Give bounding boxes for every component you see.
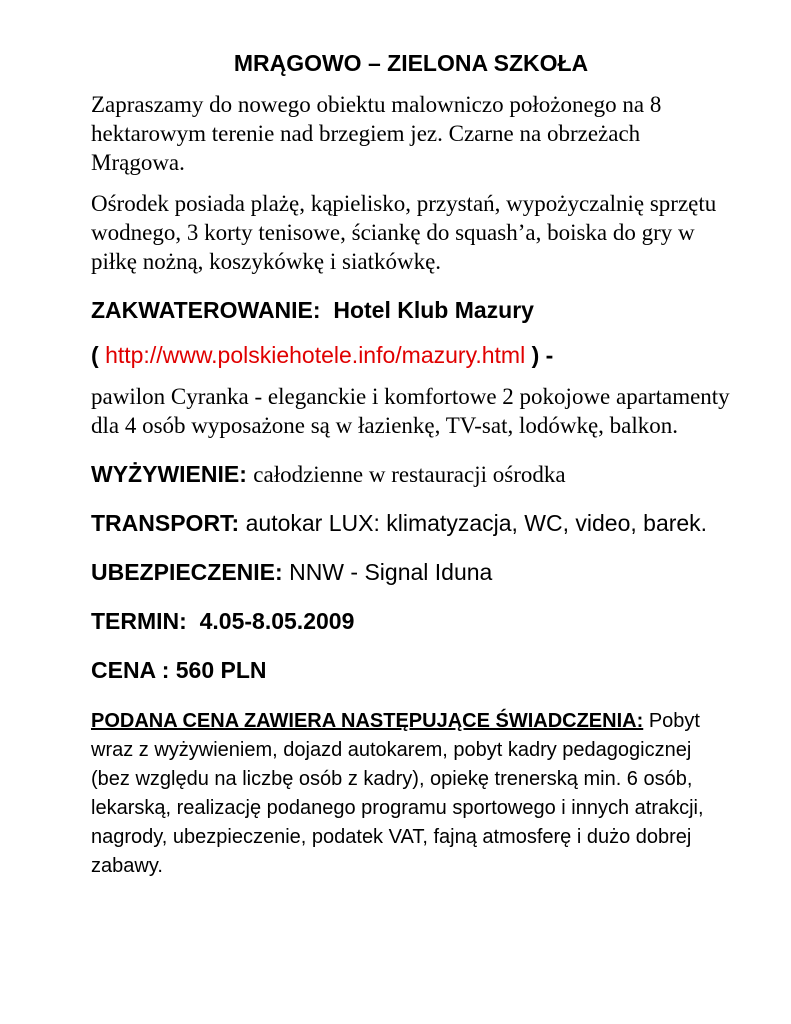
transport-value: autokar LUX: klimatyzacja, WC, video, barek. (245, 510, 708, 536)
insurance-heading (91, 558, 731, 587)
accommodation-hotel: Hotel Klub Mazury (333, 297, 534, 323)
close-paren: ) - (531, 342, 554, 368)
page-title: MRĄGOWO – ZIELONA SZKOŁA (233, 50, 589, 76)
accommodation-link-line (91, 341, 731, 370)
facilities-paragraph: Ośrodek posiada plażę, kąpielisko, przystań, wypożyczalnię sprzętu wodnego, 3 korty tenisowe, ściankę do squash’a, boiska do gry w piłkę nożną, koszykówkę i siatkówkę. (91, 191, 717, 274)
transport-heading (91, 509, 731, 538)
intro-paragraph: Zapraszamy do nowego obiektu malowniczo położonego na 8 hektarowym terenie nad brzegiem jez. Czarne na obrzeżach Mrągowa. (91, 92, 662, 175)
term-heading (91, 607, 731, 636)
meals-value: całodzienne w restauracji ośrodka (253, 462, 566, 487)
services-value: Pobyt wraz z wyżywieniem, dojazd autokarem, pobyt kadry pedagogicznej (bez względu na liczbę osób z kadry), opiekę trenerską min. 6 osób, lekarską, realizację podanego programu sportowego i innych atrakcji, nagrody, ubezpieczenie, podatek VAT, fajną atmosferę i dużo dobrej zabawy. (91, 710, 704, 877)
services-label: PODANA CENA ZAWIERA NASTĘPUJĄCE ŚWIADCZENIA: (91, 710, 644, 732)
price-value: 560 PLN (175, 657, 267, 683)
hotel-link[interactable]: http://www.polskiehotele.info/mazury.html (105, 342, 526, 368)
transport-label: TRANSPORT: (91, 510, 240, 536)
insurance-label: UBEZPIECZENIE: (91, 559, 283, 585)
term-label: TERMIN: (91, 608, 187, 634)
meals-heading (91, 460, 731, 489)
price-heading (91, 656, 731, 685)
document-page (91, 46, 731, 881)
insurance-value: NNW - Signal Iduna (289, 559, 493, 585)
meals-label: WYŻYWIENIE: (91, 461, 247, 487)
term-value: 4.05-8.05.2009 (199, 608, 355, 634)
accommodation-label: ZAKWATEROWANIE: (91, 297, 321, 323)
open-paren: ( (91, 342, 99, 368)
services-paragraph (91, 707, 731, 881)
price-label: CENA : (91, 657, 170, 683)
accommodation-description: pawilon Cyranka - eleganckie i komfortowe 2 pokojowe apartamenty dla 4 osób wyposażone są w łazienkę, TV-sat, lodówkę, balkon. (91, 384, 730, 438)
accommodation-heading (91, 296, 731, 325)
